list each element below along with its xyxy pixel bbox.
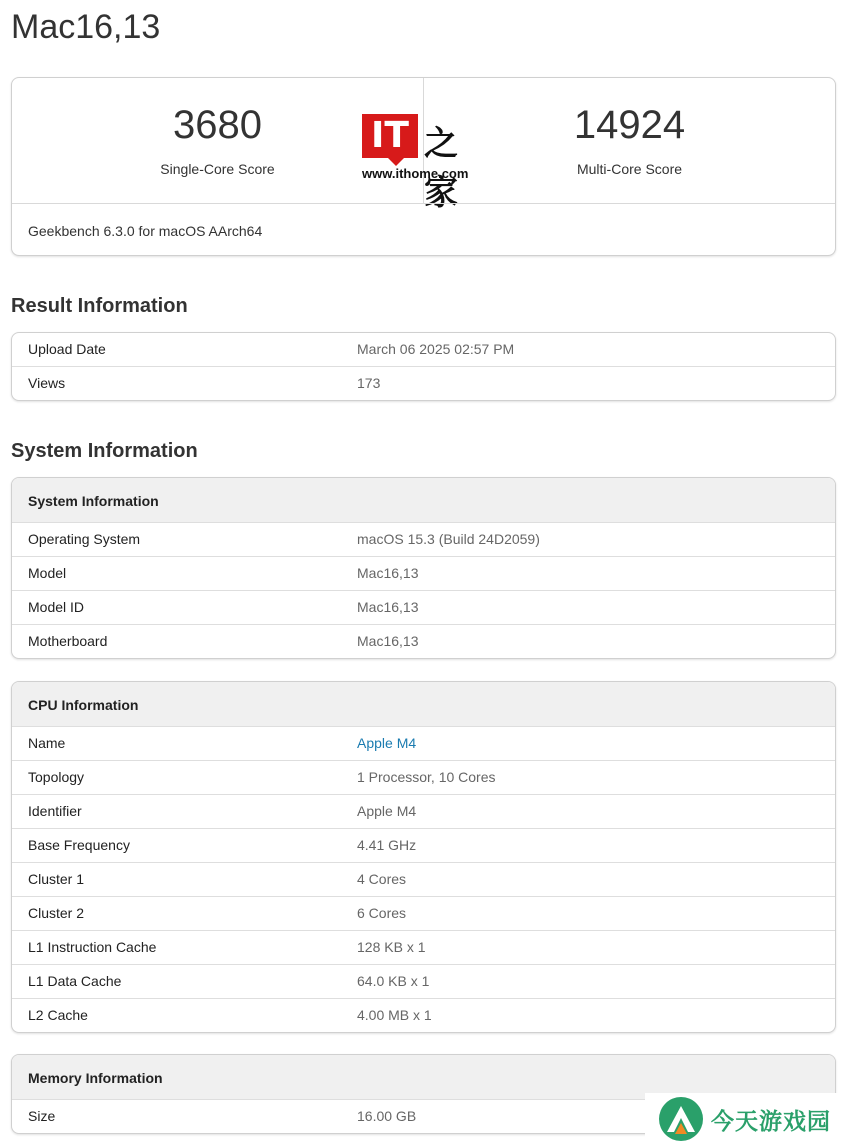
table-row <box>12 366 835 400</box>
system-information-card <box>11 477 836 659</box>
table-row <box>12 760 835 794</box>
table-row <box>12 896 835 930</box>
table-row <box>12 556 835 590</box>
cpu-name-link[interactable]: Apple M4 <box>357 735 417 751</box>
watermark-speech-tail <box>388 158 404 166</box>
row-value: March 06 2025 02:57 PM <box>357 341 515 357</box>
watermark-it-mark: IT <box>362 114 418 158</box>
row-value: 16.00 GB <box>357 1108 417 1124</box>
table-row <box>12 523 835 556</box>
row-value: 173 <box>357 375 381 391</box>
row-key: Base Frequency <box>28 837 130 853</box>
multi-core-score <box>424 78 835 203</box>
row-value: macOS 15.3 (Build 24D2059) <box>357 531 540 547</box>
row-key: L1 Data Cache <box>28 973 122 989</box>
table-row <box>12 930 835 964</box>
row-value: Mac16,13 <box>357 599 419 615</box>
table-row <box>12 828 835 862</box>
table-row <box>12 794 835 828</box>
row-value: Mac16,13 <box>357 565 419 581</box>
result-information-card <box>11 332 836 401</box>
site-logo-text: 今天游戏园 <box>711 1108 831 1134</box>
multi-core-value: 14924 <box>573 103 686 147</box>
site-logo-watermark <box>645 1093 845 1143</box>
row-key: Upload Date <box>28 341 106 357</box>
card-header-title: CPU Information <box>28 697 139 713</box>
row-key: L2 Cache <box>28 1007 88 1023</box>
card-header <box>12 682 835 727</box>
card-header-title: System Information <box>28 493 159 509</box>
table-row <box>12 624 835 658</box>
card-header-title: Memory Information <box>28 1070 163 1086</box>
row-key: Model <box>28 565 67 581</box>
row-value: 4.41 GHz <box>357 837 417 853</box>
table-row <box>12 333 835 366</box>
row-key: Views <box>28 375 66 391</box>
row-value: 4.00 MB x 1 <box>357 1007 432 1023</box>
watermark-chinese-text: 之家 <box>424 125 458 212</box>
score-card <box>11 77 836 256</box>
single-core-value: 3680 <box>173 103 262 147</box>
row-value: 4 Cores <box>357 871 407 887</box>
table-row <box>12 998 835 1032</box>
table-row <box>12 727 835 760</box>
row-key: Topology <box>28 769 85 785</box>
cpu-information-card <box>11 681 836 1033</box>
ithome-watermark-logo <box>362 114 477 212</box>
row-value: Mac16,13 <box>357 633 419 649</box>
row-value: 6 Cores <box>357 905 407 921</box>
score-summary <box>12 78 835 212</box>
row-key: Cluster 1 <box>28 871 85 887</box>
site-logo-icon <box>658 1096 704 1142</box>
row-key: Operating System <box>28 531 141 547</box>
row-key: Name <box>28 735 66 751</box>
table-row <box>12 964 835 998</box>
benchmark-version: Geekbench 6.3.0 for macOS AArch64 <box>28 223 263 239</box>
row-key: L1 Instruction Cache <box>28 939 157 955</box>
page-title: Mac16,13 <box>11 8 161 46</box>
row-key: Motherboard <box>28 633 108 649</box>
card-header <box>12 478 835 523</box>
multi-core-label: Multi-Core Score <box>576 161 683 177</box>
single-core-label: Single-Core Score <box>160 161 275 177</box>
row-key: Size <box>28 1108 56 1124</box>
row-value: 1 Processor, 10 Cores <box>357 769 496 785</box>
watermark-url: www.ithome.com <box>362 166 469 181</box>
benchmark-version-row <box>12 203 835 255</box>
system-information-heading: System Information <box>11 440 198 462</box>
row-value: 128 KB x 1 <box>357 939 426 955</box>
row-value: 64.0 KB x 1 <box>357 973 430 989</box>
table-row <box>12 590 835 624</box>
table-row <box>12 862 835 896</box>
row-key: Model ID <box>28 599 85 615</box>
row-key: Identifier <box>28 803 82 819</box>
row-value: Apple M4 <box>357 803 417 819</box>
result-information-heading: Result Information <box>11 295 188 317</box>
row-key: Cluster 2 <box>28 905 85 921</box>
